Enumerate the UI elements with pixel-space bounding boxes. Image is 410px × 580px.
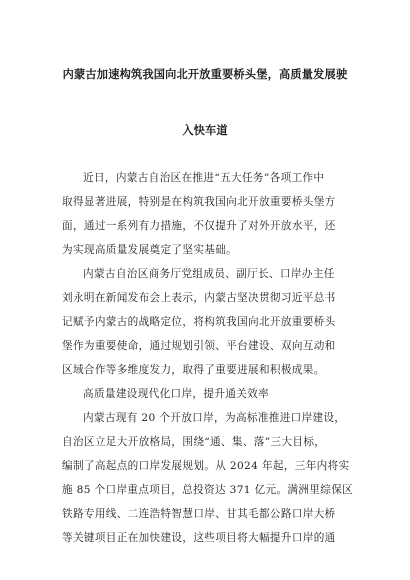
section-subheading <box>62 382 352 406</box>
paragraph-official-statement <box>62 262 352 382</box>
paragraph-line: 编制了高起点的口岸发展规划。从 2024 年起，三年内将实 <box>62 460 350 472</box>
paragraph-line: 堡作为重要使命，通过规划引领、平台建设、双向互动和 <box>62 340 336 352</box>
paragraph-ports <box>62 406 352 550</box>
paragraph-line: 记赋予内蒙古的战略定位，将构筑我国向北开放重要桥头 <box>62 316 336 328</box>
paragraph-line: 近日，内蒙古自治区在推进“五大任务”各项工作中 <box>83 172 325 184</box>
paragraph-line: 铁路专用线、二连浩特智慧口岸、甘其毛都公路口岸大桥 <box>62 508 336 520</box>
document-title-line-2: 入快车道 <box>182 123 228 137</box>
paragraph-line: 内蒙古自治区商务厅党组成员、副厅长、口岸办主任 <box>83 268 335 280</box>
paragraph-line: 高质量建设现代化口岸，提升通关效率 <box>83 388 270 400</box>
paragraph-line: 内蒙古现有 20 个开放口岸，为高标准推进口岸建设， <box>83 412 346 424</box>
paragraph-line: 区域合作等多维度发力，取得了重要进展和积极成果。 <box>62 364 325 376</box>
paragraph-intro <box>62 166 352 262</box>
paragraph-line: 自治区立足大开放格局，围绕“通、集、落”三大目标， <box>62 436 326 448</box>
paragraph-line: 刘永明在新闻发布会上表示，内蒙古坚决贯彻习近平总书 <box>62 292 336 304</box>
paragraph-line: 为实现高质量发展奠定了坚实基础。 <box>62 244 238 256</box>
paragraph-line: 面，通过一系列有力措施，不仅提升了对外开放水平，还 <box>62 220 336 232</box>
document-title-line-1: 内蒙古加速构筑我国向北开放重要桥头堡，高质量发展驶 <box>62 67 348 81</box>
paragraph-line: 取得显著进展，特别是在构筑我国向北开放重要桥头堡方 <box>62 196 336 208</box>
paragraph-line: 施 85 个口岸重点项目，总投资达 371 亿元。满洲里综保区 <box>62 484 354 496</box>
paragraph-line: 等关键项目正在加快建设，这些项目将大幅提升口岸的通 <box>62 532 336 544</box>
